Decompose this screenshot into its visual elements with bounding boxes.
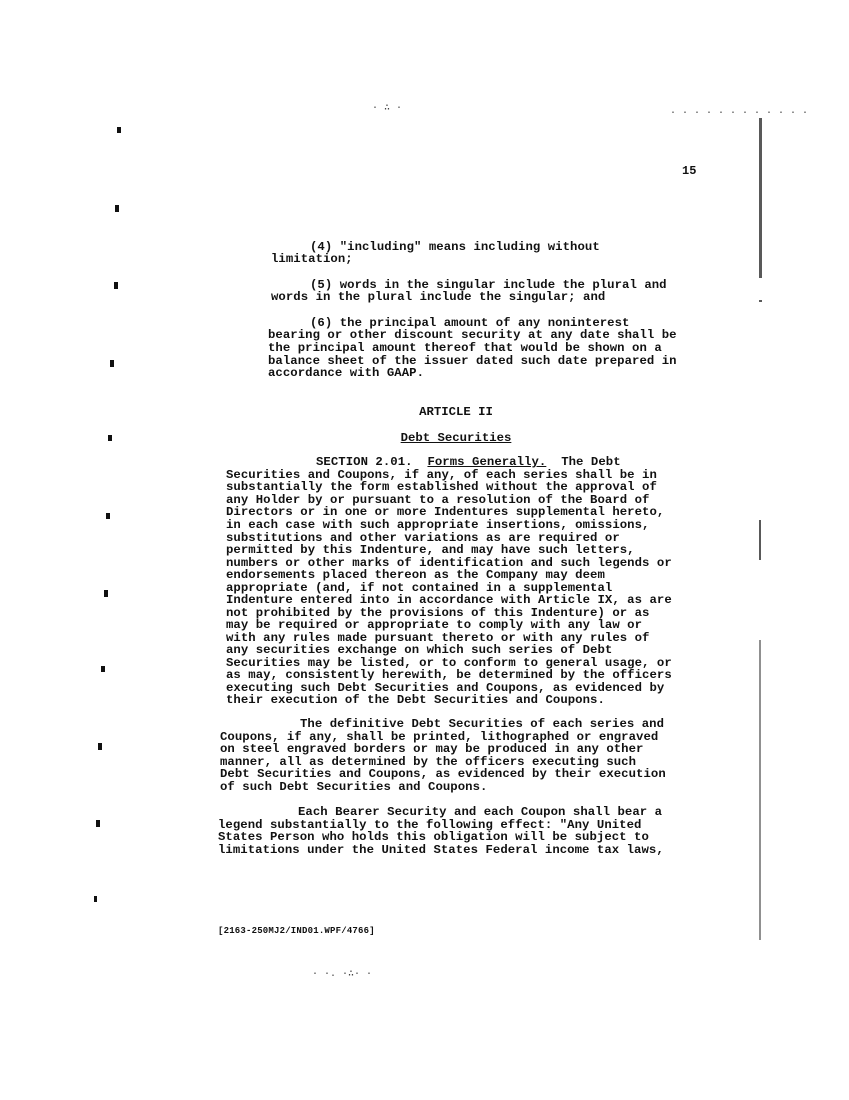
definition-5-line-1: (5) words in the singular include the plural and [310, 278, 667, 292]
paragraph-2-line: Coupons, if any, shall be printed, lithographed or engraved [220, 730, 659, 744]
paragraph-1-line: Directors or in one or more Indentures supplemental hereto, [226, 505, 665, 519]
binder-hole-mark [94, 896, 97, 902]
article-heading: ARTICLE II [419, 405, 493, 419]
page-edge-shadow [759, 118, 762, 278]
definition-5-line-2: words in the plural include the singular; and [271, 290, 606, 304]
page-edge-shadow [759, 640, 761, 940]
document-footer-id: [2163-250MJ2/IND01.WPF/4766] [218, 926, 375, 936]
paragraph-1-line: appropriate (and, if not contained in a supplemental [226, 581, 613, 595]
binder-hole-mark [104, 590, 108, 597]
paragraph-1-line: Securities may be listed, or to conform to general usage, or [226, 656, 672, 670]
binder-hole-mark [108, 435, 112, 441]
paragraph-1-line: permitted by this Indenture, and may have such letters, [226, 543, 635, 557]
binder-hole-mark [101, 666, 105, 672]
definition-6-line-3: the principal amount thereof that would be shown on a [268, 341, 662, 355]
paragraph-1-line: Indenture entered into in accordance with Article IX, as are [226, 593, 672, 607]
article-title: Debt Securities [400, 431, 512, 445]
paragraph-1-line: not prohibited by the provisions of this Indenture) or as [226, 606, 650, 620]
paragraph-1-line: with any rules made pursuant thereto or with any rules of [226, 631, 650, 645]
paragraph-3-line: legend substantially to the following effect: "Any United [218, 818, 642, 832]
definition-6-line-5: accordance with GAAP. [268, 366, 425, 380]
paragraph-1-line: substitutions and other variations as are required or [226, 531, 620, 545]
paragraph-1-line: may be required or appropriate to comply with any law or [226, 618, 643, 632]
section-label: SECTION 2.01. [316, 455, 413, 469]
paragraph-3-line: Each Bearer Security and each Coupon shall bear a [298, 805, 663, 819]
binder-hole-mark [115, 205, 119, 212]
definition-4-line-2: limitation; [271, 252, 353, 266]
section-title: Forms Generally. [427, 455, 547, 469]
binder-hole-mark [110, 360, 114, 367]
paragraph-2-line: on steel engraved borders or may be produced in any other [220, 742, 644, 756]
paragraph-1-line: Securities and Coupons, if any, of each series shall be in [226, 468, 657, 482]
binder-hole-mark [98, 743, 102, 750]
page-edge-shadow [759, 520, 761, 560]
scan-speckle: . . . . . . . . . . . . [670, 106, 809, 117]
definition-6-line-1: (6) the principal amount of any noninterest [310, 316, 630, 330]
paragraph-3-line: States Person who holds this obligation will be subject to [218, 830, 649, 844]
paragraph-2-line: of such Debt Securities and Coupons. [220, 780, 488, 794]
binder-hole-mark [117, 127, 121, 133]
section-first-line-rest: The Debt [561, 455, 621, 469]
paragraph-2-line: manner, all as determined by the officers executing such [220, 755, 637, 769]
paragraph-1-line: their execution of the Debt Securities and Coupons. [226, 693, 605, 707]
binder-hole-mark [96, 820, 100, 827]
scan-speckle: · ∴ · [372, 103, 403, 114]
paragraph-1-line: endorsements placed thereon as the Company may deem [226, 568, 605, 582]
paragraph-1-line: numbers or other marks of identification and such legends or [226, 556, 672, 570]
paragraph-3-line: limitations under the United States Federal income tax laws, [218, 843, 664, 857]
paragraph-1-line: any securities exchange on which such series of Debt [226, 643, 613, 657]
definition-4-line-1: (4) "including" means including without [310, 240, 600, 254]
scan-speckle: · ·. ·∴· · [312, 969, 373, 980]
paragraph-2-line: The definitive Debt Securities of each series and [300, 717, 665, 731]
definition-6-line-2: bearing or other discount security at any date shall be [268, 328, 677, 342]
binder-hole-mark [114, 282, 118, 289]
paragraph-1-line: substantially the form established without the approval of [226, 480, 657, 494]
paragraph-1-line: any Holder by or pursuant to a resolution of the Board of [226, 493, 650, 507]
paragraph-2-line: Debt Securities and Coupons, as evidenced by their execution [220, 767, 666, 781]
page-edge-shadow [759, 300, 762, 302]
definition-6-line-4: balance sheet of the issuer dated such date prepared in [268, 354, 677, 368]
paragraph-1-line: in each case with such appropriate insertions, omissions, [226, 518, 650, 532]
paragraph-1-line: executing such Debt Securities and Coupons, as evidenced by [226, 681, 665, 695]
paragraph-1-line: as may, consistently herewith, be determined by the officers [226, 668, 672, 682]
binder-hole-mark [106, 513, 110, 519]
page-number: 15 [682, 164, 697, 178]
